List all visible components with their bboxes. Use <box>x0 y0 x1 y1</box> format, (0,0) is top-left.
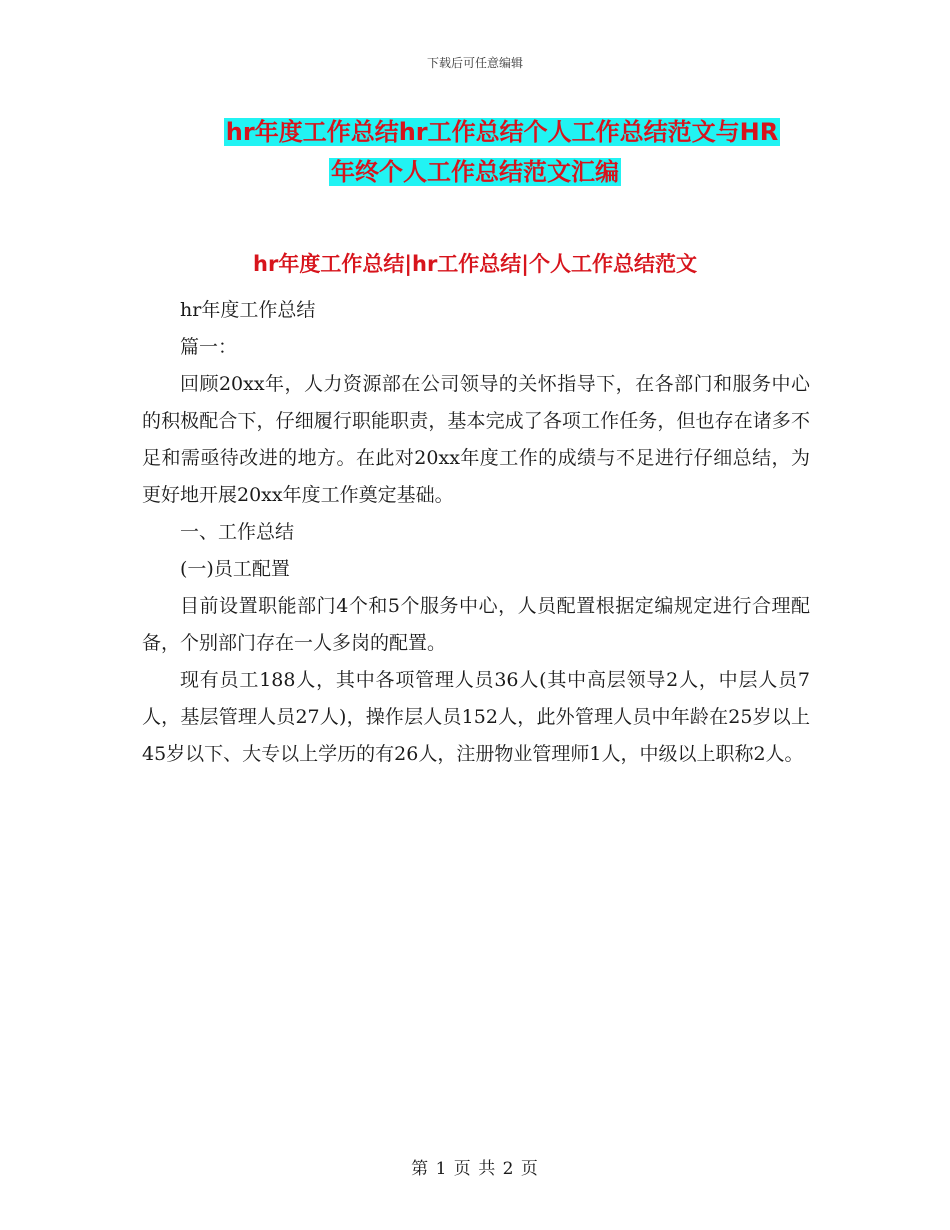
paragraph-part-label: 篇一： <box>180 336 238 358</box>
document-title <box>0 112 950 192</box>
paragraph-section-one: 一、工作总结 <box>180 521 295 543</box>
section-heading: hr年度工作总结|hr工作总结|个人工作总结范文 <box>253 252 697 276</box>
paragraph-review: 回顾20xx年，人力资源部在公司领导的关怀指导下，在各部门和服务中心的积极配合下，仔细履行职能职责，基本完成了各项工作任务，但也存在诸多不足和需亟待改进的地方。在此对20xx年度工作的成绩与不足进行仔细总结，为更好地开展20xx年度工作奠定基础。 <box>142 373 810 506</box>
paragraph-staff-count: 现有员工188人，其中各项管理人员36人(其中高层领导2人，中层人员7人，基层管理人员27人)，操作层人员152人，此外管理人员中年龄在25岁以上45岁以下、大专以上学历的有26人，注册物业管理师1人，中级以上职称2人。 <box>142 669 810 765</box>
paragraph-subtitle: hr年度工作总结 <box>180 299 316 321</box>
document-body <box>142 292 810 773</box>
title-line-2: 年终个人工作总结范文汇编 <box>331 158 619 186</box>
title-line-1: hr年度工作总结hr工作总结个人工作总结范文与HR <box>225 118 779 146</box>
page-number: 第 1 页 共 2 页 <box>411 1159 539 1179</box>
header-note: 下载后可任意编辑 <box>426 56 523 70</box>
paragraph-departments: 目前设置职能部门4个和5个服务中心，人员配置根据定编规定进行合理配备，个别部门存在一人多岗的配置。 <box>142 595 810 654</box>
paragraph-staffing-heading: (一)员工配置 <box>180 558 290 580</box>
